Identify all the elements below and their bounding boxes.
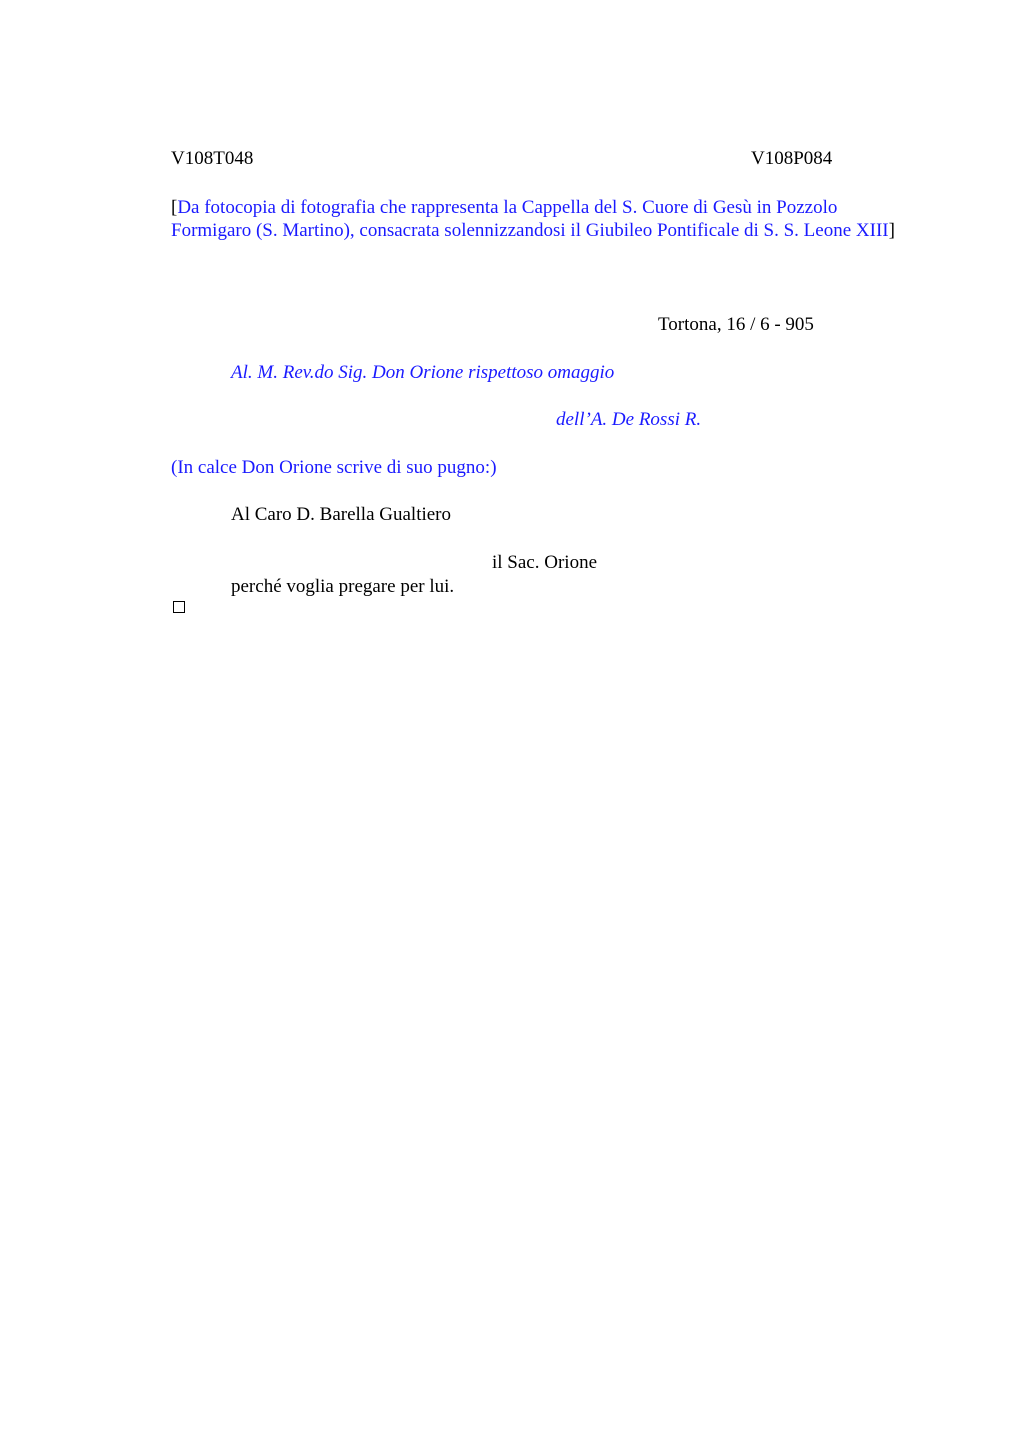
archive-code-left: V108T048 (171, 148, 254, 169)
note-close-bracket: ] (888, 220, 895, 241)
handwritten-line-2: perché voglia pregare per lui. (231, 576, 455, 597)
note-text: Da fotocopia di fotografia che rappresenta la Cappella del S. Cuore di Gesù in Pozzolo Formigaro (S. Martino), consacrata solennizzandosi il Giubileo Pontificale di S. S. Leone XIII (171, 197, 889, 241)
dedication-line: Al. M. Rev.do Sig. Don Orione rispettoso omaggio (231, 362, 615, 383)
handwritten-line-1: Al Caro D. Barella Gualtiero (231, 504, 452, 525)
checkbox-square-icon (173, 601, 185, 613)
place-date: Tortona, 16 / 6 - 905 (658, 314, 814, 335)
dedication-signature: dell’A. De Rossi R. (556, 409, 702, 430)
editorial-note (171, 196, 916, 242)
archive-code-right: V108P084 (751, 148, 833, 169)
handwritten-signature: il Sac. Orione (492, 552, 598, 573)
postscript-note: (In calce Don Orione scrive di suo pugno:) (171, 457, 497, 478)
note-open-bracket: [ (171, 197, 178, 218)
